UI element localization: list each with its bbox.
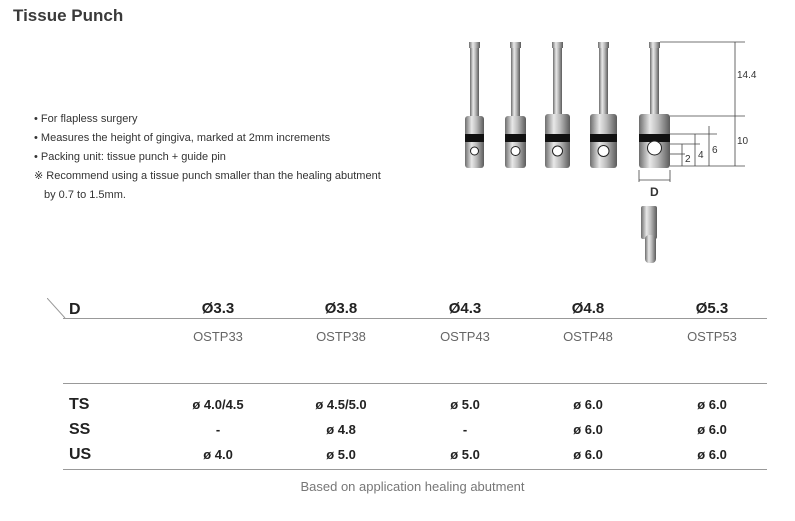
table-cell: ø 6.0 [697,422,727,437]
table-cell: ø 4.5/5.0 [315,397,367,412]
page-title: Tissue Punch [13,6,124,25]
table-cell: - [462,422,468,437]
dim-10-label: 10 [737,136,749,147]
section-divider [63,383,767,384]
table-cell: ø 6.0 [573,447,603,462]
diameter-header: Ø3.3 [201,300,235,317]
table-cell: ø 5.0 [450,447,480,462]
dim-6-label: 6 [712,145,718,156]
diameter-header: Ø4.8 [571,300,605,317]
diameter-header: Ø3.8 [324,300,358,317]
dim-d-label: D [650,185,659,199]
product-code: OSTP53 [687,329,737,344]
diameter-header: Ø4.3 [448,300,482,317]
table-cell: ø 4.0/4.5 [192,397,244,412]
punch-33 [465,42,484,168]
table-cell: ø 5.0 [326,447,356,462]
feature-list [34,110,381,205]
product-code: OSTP48 [563,329,613,344]
table-cell: ø 4.0 [203,447,233,462]
bullet-item: by 0.7 to 1.5mm. [44,189,126,201]
product-code: OSTP43 [440,329,490,344]
bullet-item: • For flapless surgery [34,113,138,125]
bullet-item: ※ Recommend using a tissue punch smaller than the healing abutment [34,170,381,182]
table-cell: ø 6.0 [697,447,727,462]
row-label-ts: TS [69,396,90,413]
bottom-divider [63,469,767,470]
table-cell: ø 6.0 [697,397,727,412]
footnote: Based on application healing abutment [300,479,525,494]
product-code: OSTP33 [193,329,243,344]
guide-pin [641,206,657,263]
tissue-punch-drawing [455,30,785,275]
table-cell: ø 6.0 [573,422,603,437]
table-cell: ø 6.0 [573,397,603,412]
bullet-item: • Measures the height of gingiva, marked at 2mm increments [34,132,331,144]
row-label-us: US [69,446,92,463]
bullet-item: • Packing unit: tissue punch + guide pin [34,151,226,163]
table-cell: - [215,422,221,437]
punch-53 [639,42,670,168]
table-corner-slash [47,298,67,318]
d-header-label: D [69,301,81,318]
header-divider [63,318,767,319]
row-label-ss: SS [69,421,91,438]
table-cell: ø 5.0 [450,397,480,412]
product-code: OSTP38 [316,329,366,344]
diameter-header: Ø5.3 [695,300,729,317]
dim-2-label: 2 [685,154,691,165]
punch-38 [505,42,526,168]
punch-43 [545,42,570,168]
punch-48 [590,42,617,168]
table-cell: ø 4.8 [326,422,356,437]
dim-4-label: 4 [698,150,704,161]
dim-14-4-label: 14.4 [737,70,757,81]
